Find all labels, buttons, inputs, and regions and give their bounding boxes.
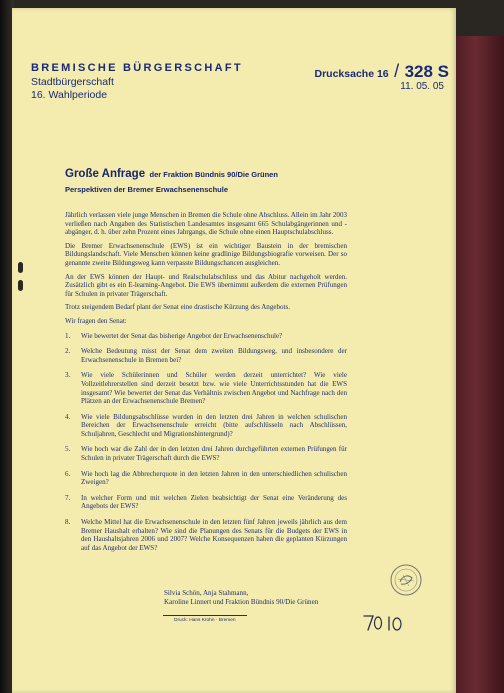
paragraph: An der EWS können der Haupt- und Realschulabschluss und das Abitur nachgeholt werden. Zusätzlich gibt es ein E-learning-Angebot. Die EWS übernimmt außerdem die externen Prüfungen für Schulen in privater Trägerschaft. xyxy=(65,272,347,298)
question-item xyxy=(65,371,347,405)
paragraph: Trotz steigendem Bedarf plant der Senat eine drastische Kürzung des Angebots. xyxy=(65,303,290,312)
question-text: Welche Bedeutung misst der Senat dem zweiten Bildungsweg, und insbesondere der Erwachsenenschule in Bremen bei? xyxy=(81,347,347,364)
question-item xyxy=(65,445,347,462)
question-item xyxy=(65,413,347,439)
document-date: 11. 05. 05 xyxy=(400,81,444,92)
punch-hole xyxy=(18,280,23,291)
question-number: 4. xyxy=(65,412,71,421)
archive-stamp xyxy=(388,562,424,598)
question-item xyxy=(65,470,347,487)
legislative-period: 16. Wahlperiode xyxy=(31,89,108,101)
document-body xyxy=(65,211,347,559)
question-text: Wie viele Bildungsabschlüsse wurden in den letzten drei Jahren in welchen schulischen Bereichen der Erwachsenenschule erreicht (bitte aufschlüsseln nach Abschlüssen, Schuljahren, Geschlecht und Migrationshintergrund)? xyxy=(81,412,347,438)
parliament-name: BREMISCHE BÜRGERSCHAFT xyxy=(31,62,243,74)
question-number: 1. xyxy=(65,331,71,340)
question-text: Wie bewertet der Senat das bisherige Angebot der Erwachsenenschule? xyxy=(81,331,283,340)
question-item xyxy=(65,518,347,552)
signature-block xyxy=(164,589,318,607)
title-faction: der Fraktion Bündnis 90/Die Grünen xyxy=(149,170,278,179)
document-number-value: 328 S xyxy=(404,62,449,81)
print-note: Druck: Hans Krohn · Bremen xyxy=(174,618,236,623)
question-text: Wie hoch lag die Abbrecherquote in den letzten Jahren in den unterschiedlichen schulischen Zweigen? xyxy=(81,469,347,487)
question-number: 3. xyxy=(65,371,71,380)
question-item xyxy=(65,347,347,364)
question-number: 5. xyxy=(65,445,71,454)
slash-separator: / xyxy=(394,61,400,81)
document-number xyxy=(315,61,450,82)
title-main: Große Anfrage xyxy=(65,168,146,180)
question-number: 7. xyxy=(65,493,71,502)
paragraph: Jährlich verlassen viele junge Menschen in Bremen die Schule ohne Abschluss. Allein im Jahr 2003 verließen nach Angaben des Statistischen Landesamtes insgesamt 665 Schulabgängerinnen und -abgänger, d. h. über zehn Prozent eines Jahrgangs, die Schule ohne einen Hauptschulabschluss. xyxy=(65,211,347,237)
divider xyxy=(163,615,247,616)
question-text: Wie viele Schülerinnen und Schüler werden derzeit unterrichtet? Wie viele Vollzeitlehrerstellen sind derzeit besetzt bzw. wie viele Unterrichtsstunden hat die EWS insgesamt? Wie bewertet der Senat das Verhältnis zwischen Angebot und Nachfrage nach den Plätzen an der Erwachsenenschule Bremen? xyxy=(81,371,347,406)
signature-faction: Karoline Linnert und Fraktion Bündnis 90/Die Grünen xyxy=(164,598,319,606)
document-number-label: Drucksache 16 xyxy=(314,68,389,80)
question-number: 8. xyxy=(65,518,71,527)
punch-hole xyxy=(18,262,23,273)
question-text: In welcher Form und mit welchen Zielen beabsichtigt der Senat eine Veränderung des Angebots der EWS? xyxy=(81,493,347,511)
question-text: Welche Mittel hat die Erwachsenenschule in den letzten fünf Jahren jeweils jährlich aus dem Bremer Haushalt erhalten? Wie sind die Planungen des Senats für die Budgets der EWS in den Haushaltsjahren 2006 und 2007? Welche Konsequenzen haben die geplanten Kürzungen auf das Angebot der EWS? xyxy=(81,518,347,552)
question-number: 2. xyxy=(65,347,71,356)
question-item xyxy=(65,494,347,511)
question-item xyxy=(65,332,347,341)
questions-intro: Wir fragen den Senat: xyxy=(65,316,127,325)
document-title xyxy=(65,164,278,182)
chamber-name: Stadtbürgerschaft xyxy=(31,76,114,88)
handwritten-note xyxy=(362,612,406,634)
document-subtitle: Perspektiven der Bremer Erwachsenenschule xyxy=(65,185,228,194)
question-text: Wie hoch war die Zahl der in den letzten drei Jahren durchgeführten externen Prüfungen für Schulen in privater Trägerschaft durch die EWS? xyxy=(81,445,347,463)
paragraph: Die Bremer Erwachsenenschule (EWS) ist ein wichtiger Baustein in der bremischen Bildungslandschaft. Viele Menschen können keine gradlinige Bildungsbiografie vorweisen. Der so genannte zweite Bildungsweg kann verpasste Bildungschancen ausgleichen. xyxy=(65,241,347,267)
signature-names: Silvia Schön, Anja Stahmann, xyxy=(164,589,249,597)
question-number: 6. xyxy=(65,469,71,478)
binder-cover xyxy=(452,36,504,693)
